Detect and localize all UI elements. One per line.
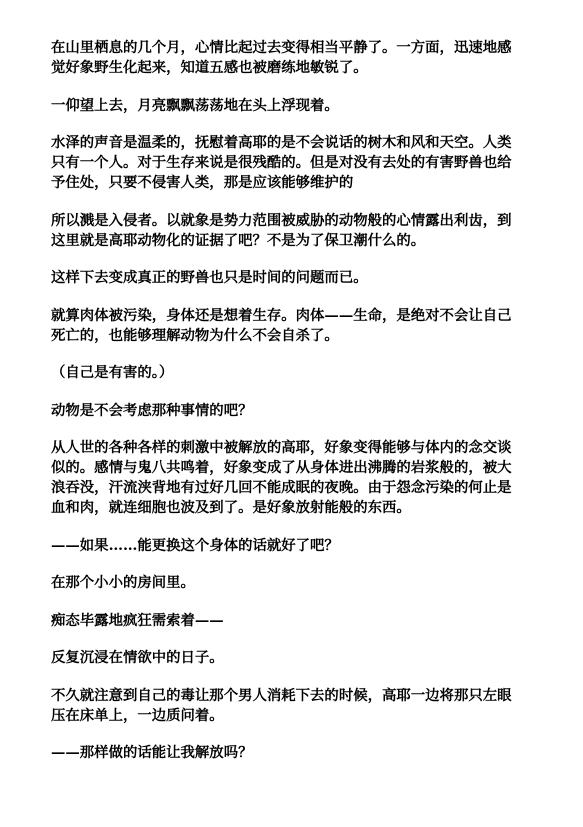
paragraph-13: 反复沉浸在情欲中的日子。 [51,649,224,666]
paragraph-8: 动物是不会考虑那种事情的吧？ [51,401,253,419]
paragraph-1: 在山里栖息的几个月，心情比起过去变得相当平静了。一方面，迅速地感觉好象野生化起来，知道五感也被磨练地敏锐了。 [51,39,512,76]
paragraph-5: 这样下去变成真正的野兽也只是时间的问题而已。 [51,269,368,286]
paragraph-2: 一仰望上去，月亮飘飘荡荡地在头上浮现着。 [51,96,339,114]
paragraph-4: 所以溅是入侵者。以就象是势力范围被威胁的动物般的心情露出利齿，到这里就是高耶动物化的证据了吧？不是为了保卫潮什么的。 [51,211,512,249]
paragraph-12: 痴态毕露地疯狂需索着—— [51,611,224,629]
document-page [51,38,523,781]
paragraph-10: ——如果……能更换这个身体的话就好了吧？ [51,536,339,554]
paragraph-7: （自己是有害的。） [51,364,174,381]
paragraph-6: 就算肉体被污染，身体还是想着生存。肉体——生命，是绝对不会让自己死亡的，也能够理解动物为什么不会自杀了。 [51,306,512,344]
paragraph-9: 从人世的各种各样的刺激中被解放的高耶，好象变得能够与体内的念交谈似的。感情与鬼八共鸣着，好象变成了从身体进出沸腾的岩浆般的，被大浪吞没，汗流浃背地有过好几回不能成眠的夜晚。由于怨念污染的何止是血和肉，就连细胞也波及到了。是好象放射能般的东西。 [51,439,512,516]
paragraph-3: 水泽的声音是温柔的，抚慰着高耶的是不会说话的树木和风和天空。人类只有一个人。对于生存来说是很残酷的。但是对没有去处的有害野兽也给予住处，只要不侵害人类，那是应该能够维护的 [51,134,512,191]
paragraph-15: ——那样做的话能让我解放吗？ [51,744,253,761]
paragraph-14: 不久就注意到自己的毒让那个男人消耗下去的时候，高耶一边将那只左眼压在床单上，一边质问着。 [51,686,512,724]
paragraph-11: 在那个小小的房间里。 [51,574,195,591]
